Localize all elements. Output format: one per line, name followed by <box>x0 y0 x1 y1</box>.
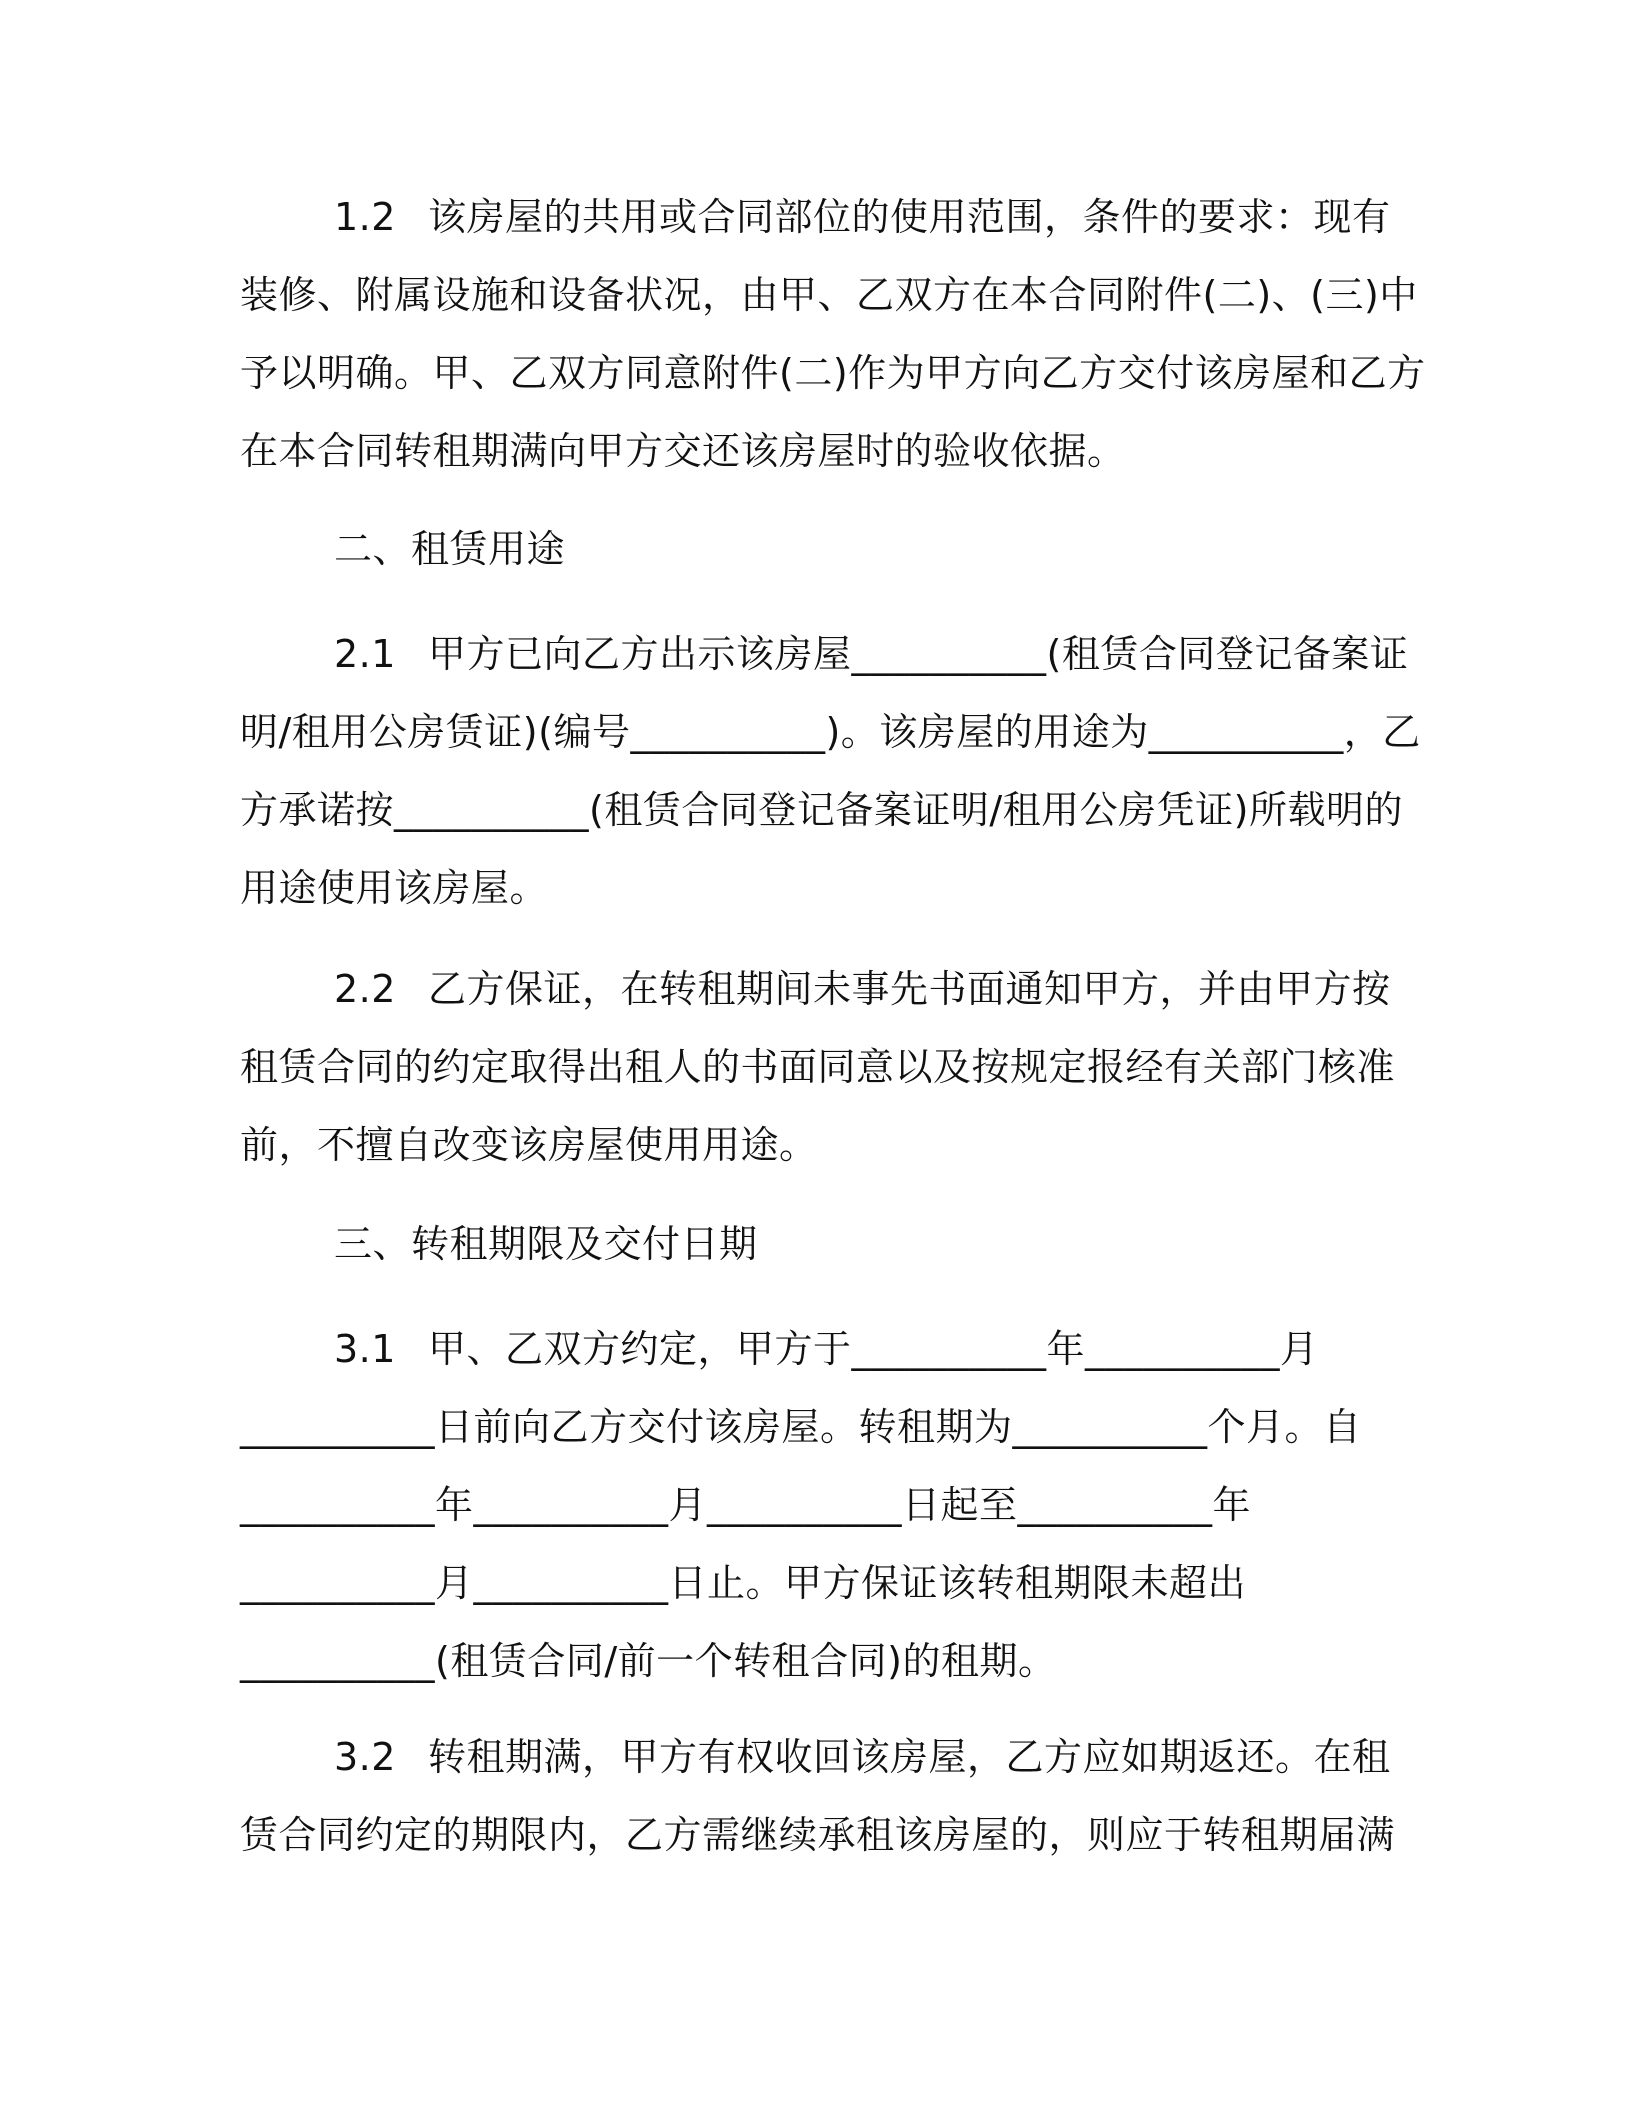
clause-number: 2.2 <box>334 967 396 1011</box>
clause-3-2 <box>240 1718 1400 1874</box>
clause-number: 1.2 <box>334 195 396 239</box>
clause-2-1-line-1: 2.1 甲方已向乙方出示该房屋__________(租赁合同登记备案证 <box>240 615 1400 693</box>
clause-2-1-line-2: 明/租用公房赁证)(编号__________)。该房屋的用途为__________，乙 <box>240 710 1421 754</box>
clause-2-1-line-4: 用途使用该房屋。 <box>240 866 549 910</box>
clause-3-2-line-2: 赁合同约定的期限内，乙方需继续承租该房屋的，则应于转租期届满 <box>240 1813 1396 1857</box>
clause-number: 3.2 <box>334 1735 396 1779</box>
clause-3-1 <box>240 1310 1400 1700</box>
clause-2-2-line-3: 前，不擅自改变该房屋使用用途。 <box>240 1123 818 1167</box>
clause-3-2-line-1: 3.2 转租期满，甲方有权收回该房屋，乙方应如期返还。在租 <box>240 1718 1400 1796</box>
clause-2-2 <box>240 950 1400 1184</box>
section-heading-term: 三、转租期限及交付日期 <box>334 1222 758 1266</box>
clause-3-1-line-3: __________年__________月__________日起至__________年 <box>240 1483 1252 1527</box>
clause-1-2 <box>240 178 1426 490</box>
clause-1-2-line-4: 在本合同转租期满向甲方交还该房屋时的验收依据。 <box>240 429 1126 473</box>
clause-3-1-line-5: __________(租赁合同/前一个转租合同)的租期。 <box>240 1639 1057 1683</box>
section-heading-usage: 二、租赁用途 <box>334 527 566 571</box>
clause-2-1 <box>240 615 1421 927</box>
clause-1-2-line-2: 装修、附属设施和设备状况，由甲、乙双方在本合同附件(二)、(三)中 <box>240 273 1418 317</box>
clause-3-1-line-2: __________日前向乙方交付该房屋。转租期为__________个月。自 <box>240 1405 1362 1449</box>
clause-number: 2.1 <box>334 632 396 676</box>
clause-2-1-line-3: 方承诺按__________(租赁合同登记备案证明/租用公房凭证)所载明的 <box>240 788 1403 832</box>
clause-2-2-line-1: 2.2 乙方保证，在转租期间未事先书面通知甲方，并由甲方按 <box>240 950 1400 1028</box>
clause-1-2-line-1: 1.2 该房屋的共用或合同部位的使用范围，条件的要求：现有 <box>240 178 1400 256</box>
clause-3-1-line-4: __________月__________日止。甲方保证该转租期限未超出 <box>240 1561 1247 1605</box>
clause-number: 3.1 <box>334 1327 396 1371</box>
clause-1-2-line-3: 予以明确。甲、乙双方同意附件(二)作为甲方向乙方交付该房屋和乙方 <box>240 351 1426 395</box>
clause-3-1-line-1: 3.1 甲、乙双方约定，甲方于__________年__________月 <box>240 1310 1400 1388</box>
clause-2-2-line-2: 租赁合同的约定取得出租人的书面同意以及按规定报经有关部门核准 <box>240 1045 1396 1089</box>
